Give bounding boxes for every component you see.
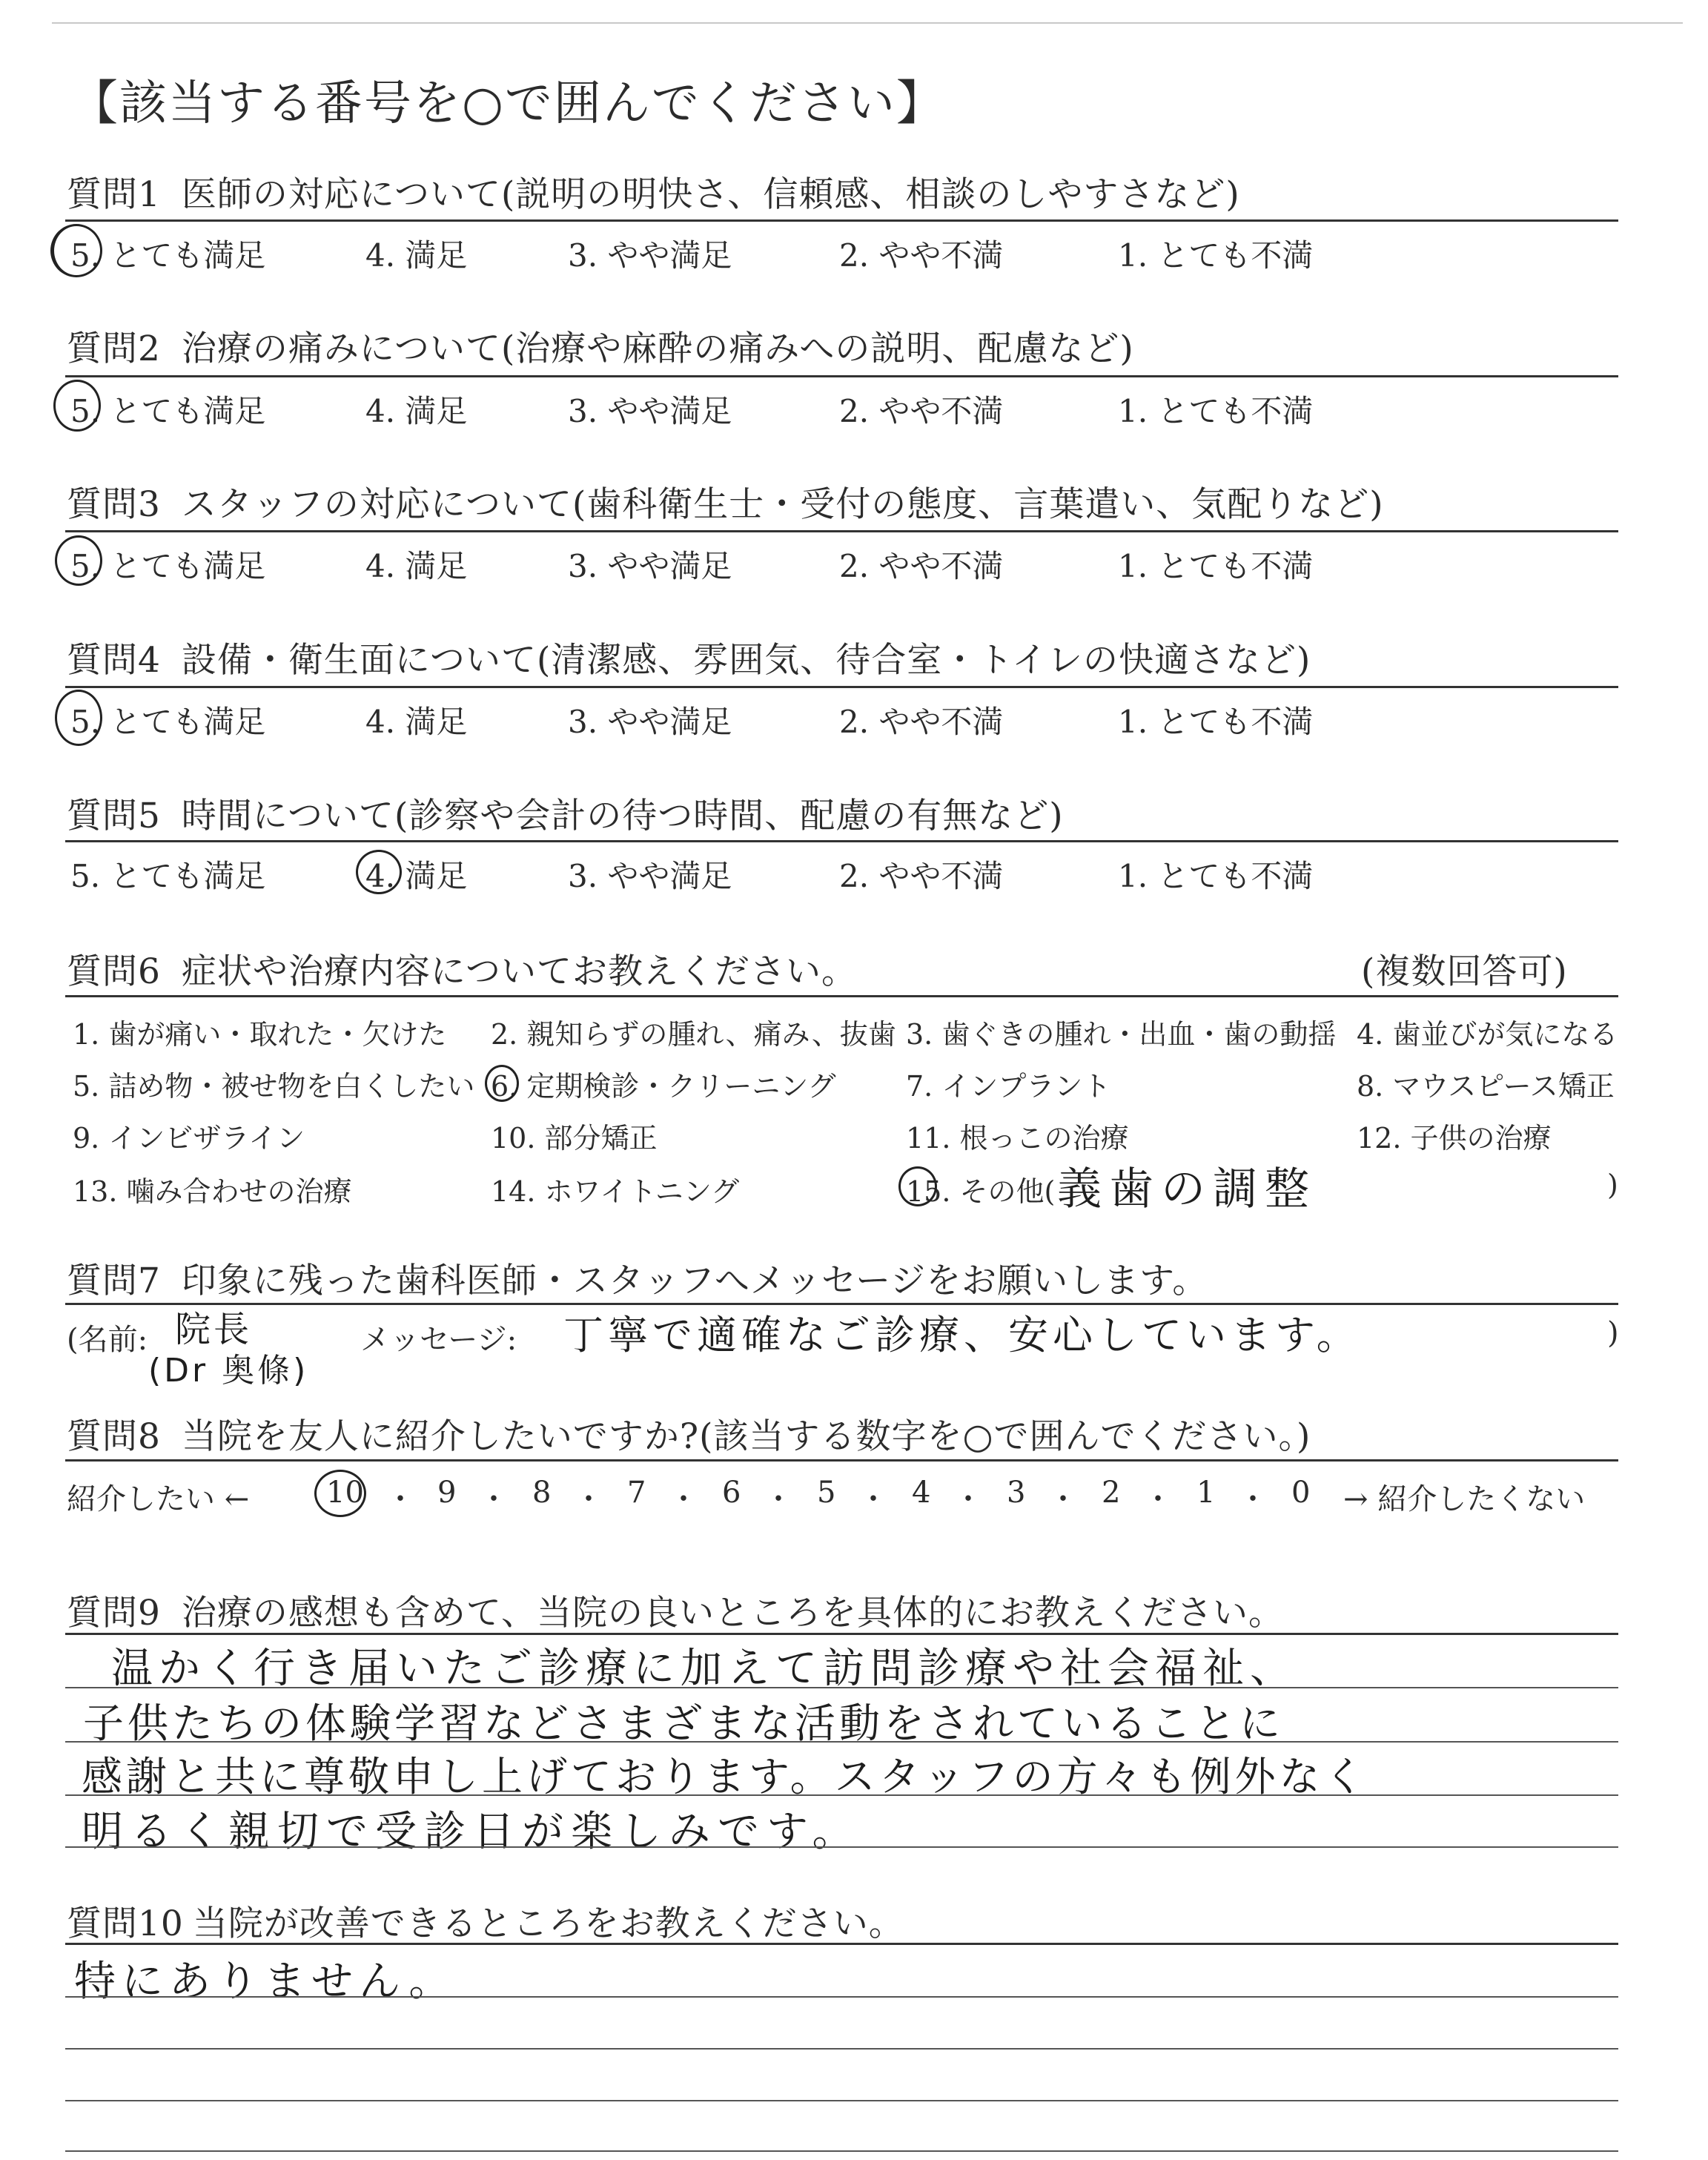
q6-option-14[interactable]: 14. ホワイトニング [491, 1175, 740, 1208]
question-9-number: 質問9 [67, 1593, 161, 1634]
q3-option-4[interactable]: 4. 満足 [365, 548, 468, 584]
q7-message-value: 丁寧で適確なご診療、安心しています。 [563, 1312, 1361, 1358]
q3-option-5[interactable]: 5. とても満足 [70, 548, 266, 584]
q1-option-1[interactable]: 1. とても不満 [1118, 237, 1314, 274]
q2-option-1[interactable]: 1. とても不満 [1118, 393, 1314, 429]
question-6-number: 質問6 [67, 951, 161, 992]
q3-option-1[interactable]: 1. とても不満 [1118, 548, 1314, 584]
question-1-rule [65, 219, 1618, 222]
question-10-rule [65, 1943, 1618, 1945]
q7-message-label: メッセージ: [360, 1323, 517, 1357]
question-3-text: スタッフの対応について(歯科衛生士・受付の態度、言葉遣い、気配りなど) [181, 484, 1384, 525]
question-2-text: 治療の痛みについて(治療や麻酔の痛みへの説明、配慮など) [181, 328, 1134, 369]
q6-selection-circle-6 [485, 1065, 519, 1102]
question-1-text: 医師の対応について(説明の明快さ、信頼感、相談のしやすさなど) [181, 174, 1240, 215]
q4-option-2[interactable]: 2. やや不満 [839, 704, 1004, 740]
q3-selection-circle [55, 535, 102, 586]
q10-writing-rule [65, 1996, 1618, 1998]
q5-option-5[interactable]: 5. とても満足 [70, 858, 266, 894]
question-5-text: 時間について(診察や会計の待つ時間、配慮の有無など) [181, 796, 1064, 836]
q8-separator: ・ [1048, 1482, 1078, 1516]
q2-selection-circle [53, 380, 101, 432]
q8-separator: ・ [1238, 1482, 1268, 1516]
q2-option-5[interactable]: 5. とても満足 [70, 393, 266, 429]
q6-option-10[interactable]: 10. 部分矯正 [491, 1122, 658, 1155]
q10-answer-line-1: 特にありません。 [74, 1958, 457, 2006]
q4-selection-circle [55, 690, 102, 746]
q8-scale-8[interactable]: 8 [532, 1476, 552, 1510]
question-6-text: 症状や治療内容についてお教えください。 [181, 951, 857, 992]
q5-option-3[interactable]: 3. やや満足 [568, 858, 732, 894]
question-9-rule [65, 1633, 1618, 1635]
q9-answer-line-2: 子供たちの体験学習などさまざまな活動をされていることに [83, 1700, 1285, 1747]
q4-option-1[interactable]: 1. とても不満 [1118, 704, 1314, 740]
q6-option-4[interactable]: 4. 歯並びが気になる [1357, 1018, 1618, 1051]
q6-option-3[interactable]: 3. 歯ぐきの腫れ・出血・歯の動揺 [906, 1018, 1337, 1051]
q1-option-4[interactable]: 4. 満足 [365, 237, 468, 274]
question-2-rule [65, 375, 1618, 377]
q8-scale-0[interactable]: 0 [1291, 1476, 1311, 1510]
q4-option-4[interactable]: 4. 満足 [365, 704, 468, 740]
question-6-rule [65, 995, 1618, 997]
q7-close-paren: ) [1607, 1316, 1619, 1350]
question-1-title [67, 167, 1240, 217]
question-7-title [67, 1253, 1208, 1303]
q9-answer-line-3: 感謝と共に尊敬申し上げております。スタッフの方々も例外なく [82, 1753, 1368, 1800]
q2-option-3[interactable]: 3. やや満足 [568, 393, 732, 429]
question-4-number: 質問4 [67, 640, 161, 681]
question-3-title [67, 477, 1384, 526]
question-4-rule [65, 686, 1618, 688]
question-6-title [67, 944, 857, 994]
q6-other-handwritten-answer: 義歯の調整 [1057, 1163, 1317, 1215]
q6-option-1[interactable]: 1. 歯が痛い・取れた・欠けた [73, 1018, 447, 1051]
q6-option-5[interactable]: 5. 詰め物・被せ物を白くしたい [73, 1070, 475, 1103]
question-8-text: 当院を友人に紹介したいですか?(該当する数字を○で囲んでください。) [181, 1416, 1311, 1457]
q8-separator: ・ [858, 1482, 888, 1516]
q8-separator: ・ [764, 1482, 793, 1516]
q9-writing-rule [65, 1846, 1618, 1848]
question-3-number: 質問3 [67, 484, 161, 525]
q8-scale-5[interactable]: 5 [817, 1476, 836, 1510]
q3-option-3[interactable]: 3. やや満足 [568, 548, 732, 584]
q8-separator: ・ [479, 1482, 509, 1516]
question-8-number: 質問8 [67, 1416, 161, 1457]
question-1-number: 質問1 [67, 174, 161, 215]
q4-option-5[interactable]: 5. とても満足 [70, 704, 266, 740]
q6-option-11[interactable]: 11. 根っこの治療 [906, 1122, 1129, 1155]
q1-option-5[interactable]: 5. とても満足 [70, 237, 266, 274]
q8-selection-circle [314, 1470, 366, 1517]
q2-option-4[interactable]: 4. 満足 [365, 393, 468, 429]
q6-option-13[interactable]: 13. 噛み合わせの治療 [73, 1175, 352, 1208]
q2-option-2[interactable]: 2. やや不満 [839, 393, 1004, 429]
question-3-rule [65, 530, 1618, 532]
q6-option-12[interactable]: 12. 子供の治療 [1357, 1122, 1552, 1155]
question-9-text: 治療の感想も含めて、当院の良いところを具体的にお教えください。 [181, 1593, 1284, 1634]
q10-writing-rule [65, 2048, 1618, 2050]
question-9-title [67, 1585, 1284, 1635]
q7-name-value-line-2: (Dr 奥條) [148, 1352, 309, 1390]
question-4-title [67, 633, 1311, 682]
q6-other-close-paren: ) [1607, 1169, 1618, 1201]
q9-writing-rule [65, 1794, 1618, 1796]
q6-option-9[interactable]: 9. インビザライン [73, 1122, 305, 1155]
page-title: 【該当する番号を○で囲んでください】 [70, 76, 945, 131]
q5-option-2[interactable]: 2. やや不満 [839, 858, 1004, 894]
question-7-number: 質問7 [67, 1261, 161, 1301]
q8-separator: ・ [953, 1482, 983, 1516]
q1-option-3[interactable]: 3. やや満足 [568, 237, 732, 274]
q1-selection-circle [50, 224, 102, 277]
q6-option-8[interactable]: 8. マウスピース矯正 [1357, 1070, 1615, 1103]
q8-separator: ・ [574, 1482, 603, 1516]
q8-scale-9[interactable]: 9 [437, 1476, 457, 1510]
q8-left-label: 紹介したい ← [67, 1482, 250, 1516]
question-4-text: 設備・衛生面について(清潔感、雰囲気、待合室・トイレの快適さなど) [181, 640, 1311, 681]
q4-option-3[interactable]: 3. やや満足 [568, 704, 732, 740]
q3-option-2[interactable]: 2. やや不満 [839, 548, 1004, 584]
question-2-title [67, 321, 1134, 371]
question-6-note: (複数回答可) [1361, 951, 1568, 992]
question-8-rule [65, 1459, 1618, 1462]
q10-writing-rule [65, 2150, 1618, 2152]
q8-scale-7[interactable]: 7 [627, 1476, 646, 1510]
q7-name-label: (名前: [67, 1323, 148, 1357]
q1-option-2[interactable]: 2. やや不満 [839, 237, 1004, 274]
question-2-number: 質問2 [67, 328, 161, 369]
question-5-title [67, 788, 1064, 838]
question-5-rule [65, 840, 1618, 842]
question-10-number: 質問10 [67, 1903, 184, 1944]
q5-selection-circle [356, 850, 402, 894]
q9-answer-line-4: 明るく親切で受診日が楽しみです。 [82, 1808, 861, 1856]
q9-answer-line-1: 温かく行き届いたご診療に加えて訪問診療や社会福祉、 [111, 1645, 1297, 1693]
question-5-number: 質問5 [67, 796, 161, 836]
q5-option-4[interactable]: 4. 満足 [365, 858, 468, 894]
q8-scale-3[interactable]: 3 [1007, 1476, 1026, 1510]
q6-option-7[interactable]: 7. インプラント [906, 1070, 1111, 1103]
q8-right-label: → 紹介したくない [1343, 1482, 1586, 1516]
q8-separator: ・ [669, 1482, 698, 1516]
q8-scale-6[interactable]: 6 [722, 1476, 741, 1510]
question-8-title [67, 1409, 1311, 1459]
top-border-rule [52, 22, 1683, 24]
q9-writing-rule [65, 1741, 1618, 1743]
question-7-text: 印象に残った歯科医師・スタッフへメッセージをお願いします。 [181, 1261, 1208, 1301]
q8-scale-10[interactable]: 10 [326, 1476, 364, 1510]
q5-option-1[interactable]: 1. とても不満 [1118, 858, 1314, 894]
q6-option-15[interactable]: 15. その他( [906, 1175, 1056, 1208]
q9-writing-rule [65, 1687, 1618, 1688]
q8-separator: ・ [1143, 1482, 1173, 1516]
q8-scale-4[interactable]: 4 [912, 1476, 931, 1510]
q7-name-value-line-1: 院長 [175, 1309, 253, 1350]
q6-option-2[interactable]: 2. 親知らずの腫れ、痛み、抜歯 [491, 1018, 896, 1051]
question-10-text: 当院が改善できるところをお教えください。 [192, 1903, 904, 1944]
q8-scale-2[interactable]: 2 [1102, 1476, 1121, 1510]
question-10-title [67, 1896, 904, 1946]
q8-scale-1[interactable]: 1 [1196, 1476, 1216, 1510]
q6-selection-circle-15 [898, 1166, 937, 1206]
q6-option-6[interactable]: 6. 定期検診・クリーニング [491, 1070, 836, 1103]
q8-separator: ・ [385, 1482, 415, 1516]
q10-writing-rule [65, 2100, 1618, 2101]
